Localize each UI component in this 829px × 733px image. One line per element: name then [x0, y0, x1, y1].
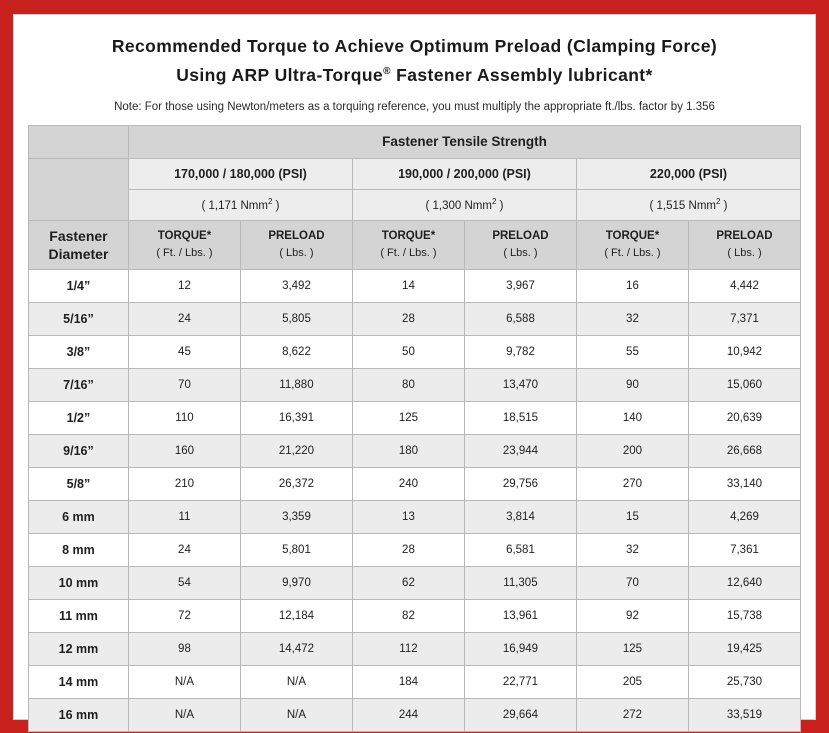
table-header-row-psi	[28, 158, 800, 189]
cell-torque-1: 24	[128, 533, 240, 566]
table-row	[28, 302, 800, 335]
cell-preload-2: 6,581	[464, 533, 576, 566]
cell-torque-2: 112	[352, 632, 464, 665]
column-header-preload-3-label: PRELOAD	[716, 229, 773, 242]
table-row	[28, 599, 800, 632]
cell-torque-2: 13	[352, 500, 464, 533]
cell-preload-2: 18,515	[464, 401, 576, 434]
cell-torque-1: 110	[128, 401, 240, 434]
cell-preload-2: 23,944	[464, 434, 576, 467]
cell-preload-2: 22,771	[464, 665, 576, 698]
cell-preload-1: 5,805	[240, 302, 352, 335]
cell-torque-3: 70	[576, 566, 688, 599]
strength-group-nmm-2	[352, 189, 576, 220]
group-header-tensile-strength: Fastener Tensile Strength	[128, 125, 800, 158]
cell-torque-1: N/A	[128, 665, 240, 698]
cell-preload-2: 16,949	[464, 632, 576, 665]
cell-fastener-diameter: 1/2”	[28, 401, 128, 434]
cell-torque-3: 15	[576, 500, 688, 533]
cell-preload-1: 12,184	[240, 599, 352, 632]
cell-preload-1: 3,359	[240, 500, 352, 533]
table-row	[28, 665, 800, 698]
page-title-line-2-suffix: Fastener Assembly lubricant*	[390, 64, 653, 85]
cell-preload-1: 21,220	[240, 434, 352, 467]
page-title-line-2-text: Using ARP Ultra-Torque	[176, 64, 384, 85]
cell-torque-1: 11	[128, 500, 240, 533]
column-header-preload-1	[240, 220, 352, 269]
cell-torque-3: 16	[576, 269, 688, 302]
strength-group-nmm-1	[128, 189, 352, 220]
table-row	[28, 269, 800, 302]
cell-torque-2: 184	[352, 665, 464, 698]
column-header-torque-1-label: TORQUE*	[157, 229, 212, 242]
cell-torque-1: 72	[128, 599, 240, 632]
cell-torque-3: 32	[576, 533, 688, 566]
column-header-preload-3-unit: ( Lbs. )	[727, 246, 762, 259]
nmm-pre-1: ( 1,171 Nmm	[201, 200, 268, 213]
cell-torque-2: 244	[352, 698, 464, 731]
cell-torque-1: 210	[128, 467, 240, 500]
cell-fastener-diameter: 7/16”	[28, 368, 128, 401]
nmm-exponent-2: 2	[491, 197, 497, 207]
cell-preload-3: 4,269	[688, 500, 800, 533]
cell-preload-2: 6,588	[464, 302, 576, 335]
nmm-post-3: )	[720, 200, 728, 213]
cell-preload-3: 19,425	[688, 632, 800, 665]
cell-torque-3: 140	[576, 401, 688, 434]
cell-torque-2: 240	[352, 467, 464, 500]
column-header-preload-2-unit: ( Lbs. )	[503, 246, 538, 259]
cell-torque-1: 12	[128, 269, 240, 302]
torque-chart-sheet	[13, 14, 816, 720]
column-header-torque-1-unit: ( Ft. / Lbs. )	[156, 246, 213, 259]
table-row	[28, 335, 800, 368]
cell-torque-1: 54	[128, 566, 240, 599]
cell-torque-3: 92	[576, 599, 688, 632]
column-header-torque-1	[128, 220, 240, 269]
strength-group-psi-2: 190,000 / 200,000 (PSI)	[352, 158, 576, 189]
cell-preload-1: N/A	[240, 665, 352, 698]
cell-torque-1: 98	[128, 632, 240, 665]
cell-preload-3: 12,640	[688, 566, 800, 599]
cell-preload-2: 3,814	[464, 500, 576, 533]
strength-group-psi-1: 170,000 / 180,000 (PSI)	[128, 158, 352, 189]
cell-fastener-diameter: 9/16”	[28, 434, 128, 467]
cell-torque-1: N/A	[128, 698, 240, 731]
cell-preload-2: 13,961	[464, 599, 576, 632]
header-spacer-cell-2	[28, 158, 128, 220]
title-block	[14, 15, 815, 113]
table-body	[28, 269, 800, 731]
cell-preload-3: 7,361	[688, 533, 800, 566]
table-row	[28, 368, 800, 401]
column-header-torque-2-label: TORQUE*	[381, 229, 436, 242]
table-row	[28, 434, 800, 467]
cell-fastener-diameter: 5/16”	[28, 302, 128, 335]
strength-group-nmm-3	[576, 189, 800, 220]
table-row	[28, 698, 800, 731]
nmm-exponent-3: 2	[715, 197, 721, 207]
column-header-torque-2	[352, 220, 464, 269]
cell-preload-3: 10,942	[688, 335, 800, 368]
cell-fastener-diameter: 8 mm	[28, 533, 128, 566]
column-header-torque-2-unit: ( Ft. / Lbs. )	[380, 246, 437, 259]
cell-preload-1: 16,391	[240, 401, 352, 434]
cell-preload-3: 26,668	[688, 434, 800, 467]
cell-torque-1: 24	[128, 302, 240, 335]
cell-preload-3: 15,060	[688, 368, 800, 401]
cell-fastener-diameter: 10 mm	[28, 566, 128, 599]
cell-torque-2: 125	[352, 401, 464, 434]
cell-torque-3: 125	[576, 632, 688, 665]
cell-torque-3: 200	[576, 434, 688, 467]
cell-preload-1: 3,492	[240, 269, 352, 302]
cell-preload-1: 14,472	[240, 632, 352, 665]
table-row	[28, 533, 800, 566]
cell-preload-3: 25,730	[688, 665, 800, 698]
column-header-preload-1-unit: ( Lbs. )	[279, 246, 314, 259]
table-row	[28, 401, 800, 434]
nmm-post-2: )	[496, 200, 504, 213]
cell-torque-2: 62	[352, 566, 464, 599]
cell-torque-2: 28	[352, 533, 464, 566]
cell-preload-1: 5,801	[240, 533, 352, 566]
column-header-fastener-diameter	[28, 220, 128, 269]
torque-preload-table	[28, 125, 801, 732]
diameter-header-line-2: Diameter	[48, 245, 109, 262]
cell-torque-1: 45	[128, 335, 240, 368]
cell-torque-3: 32	[576, 302, 688, 335]
table-header-row-nmm	[28, 189, 800, 220]
cell-preload-2: 9,782	[464, 335, 576, 368]
cell-fastener-diameter: 14 mm	[28, 665, 128, 698]
cell-preload-3: 7,371	[688, 302, 800, 335]
cell-preload-2: 29,756	[464, 467, 576, 500]
nmm-pre-2: ( 1,300 Nmm	[425, 200, 492, 213]
column-header-preload-2-label: PRELOAD	[492, 229, 549, 242]
cell-torque-2: 28	[352, 302, 464, 335]
cell-torque-2: 14	[352, 269, 464, 302]
cell-fastener-diameter: 5/8”	[28, 467, 128, 500]
cell-preload-3: 4,442	[688, 269, 800, 302]
cell-preload-3: 33,519	[688, 698, 800, 731]
page-title-line-1: Recommended Torque to Achieve Optimum Preload (Clamping Force)	[111, 36, 718, 56]
cell-preload-2: 3,967	[464, 269, 576, 302]
cell-preload-1: 8,622	[240, 335, 352, 368]
cell-torque-3: 272	[576, 698, 688, 731]
header-spacer-cell	[28, 125, 128, 158]
column-header-torque-3-unit: ( Ft. / Lbs. )	[604, 246, 661, 259]
table-row	[28, 632, 800, 665]
cell-fastener-diameter: 1/4”	[28, 269, 128, 302]
column-header-torque-3	[576, 220, 688, 269]
cell-fastener-diameter: 11 mm	[28, 599, 128, 632]
table-header-row-subheaders	[28, 220, 800, 269]
cell-preload-2: 11,305	[464, 566, 576, 599]
cell-torque-3: 55	[576, 335, 688, 368]
cell-fastener-diameter: 12 mm	[28, 632, 128, 665]
cell-torque-3: 205	[576, 665, 688, 698]
cell-preload-2: 29,664	[464, 698, 576, 731]
cell-torque-2: 50	[352, 335, 464, 368]
nmm-post-1: )	[272, 200, 280, 213]
cell-fastener-diameter: 16 mm	[28, 698, 128, 731]
cell-torque-1: 160	[128, 434, 240, 467]
nmm-pre-3: ( 1,515 Nmm	[649, 200, 716, 213]
cell-preload-1: N/A	[240, 698, 352, 731]
cell-preload-1: 9,970	[240, 566, 352, 599]
cell-preload-1: 11,880	[240, 368, 352, 401]
column-header-torque-3-label: TORQUE*	[605, 229, 660, 242]
cell-torque-2: 82	[352, 599, 464, 632]
table-row	[28, 467, 800, 500]
page-title-line-2	[34, 59, 795, 88]
strength-group-psi-3: 220,000 (PSI)	[576, 158, 800, 189]
nmm-exponent-1: 2	[267, 197, 273, 207]
cell-preload-3: 20,639	[688, 401, 800, 434]
registered-trademark-icon: ®	[383, 66, 391, 77]
cell-preload-2: 13,470	[464, 368, 576, 401]
cell-torque-3: 90	[576, 368, 688, 401]
cell-torque-1: 70	[128, 368, 240, 401]
table-row	[28, 566, 800, 599]
cell-torque-2: 80	[352, 368, 464, 401]
column-header-preload-3	[688, 220, 800, 269]
table-header-row-group	[28, 125, 800, 158]
cell-fastener-diameter: 6 mm	[28, 500, 128, 533]
cell-preload-1: 26,372	[240, 467, 352, 500]
cell-fastener-diameter: 3/8”	[28, 335, 128, 368]
cell-preload-3: 15,738	[688, 599, 800, 632]
column-header-preload-2	[464, 220, 576, 269]
diameter-header-line-1: Fastener	[49, 227, 108, 244]
cell-torque-3: 270	[576, 467, 688, 500]
column-header-preload-1-label: PRELOAD	[268, 229, 325, 242]
conversion-note: Note: For those using Newton/meters as a torquing reference, you must multiply the appropriate ft./lbs. factor by 1.356	[114, 100, 715, 113]
table-row	[28, 500, 800, 533]
cell-torque-2: 180	[352, 434, 464, 467]
cell-preload-3: 33,140	[688, 467, 800, 500]
